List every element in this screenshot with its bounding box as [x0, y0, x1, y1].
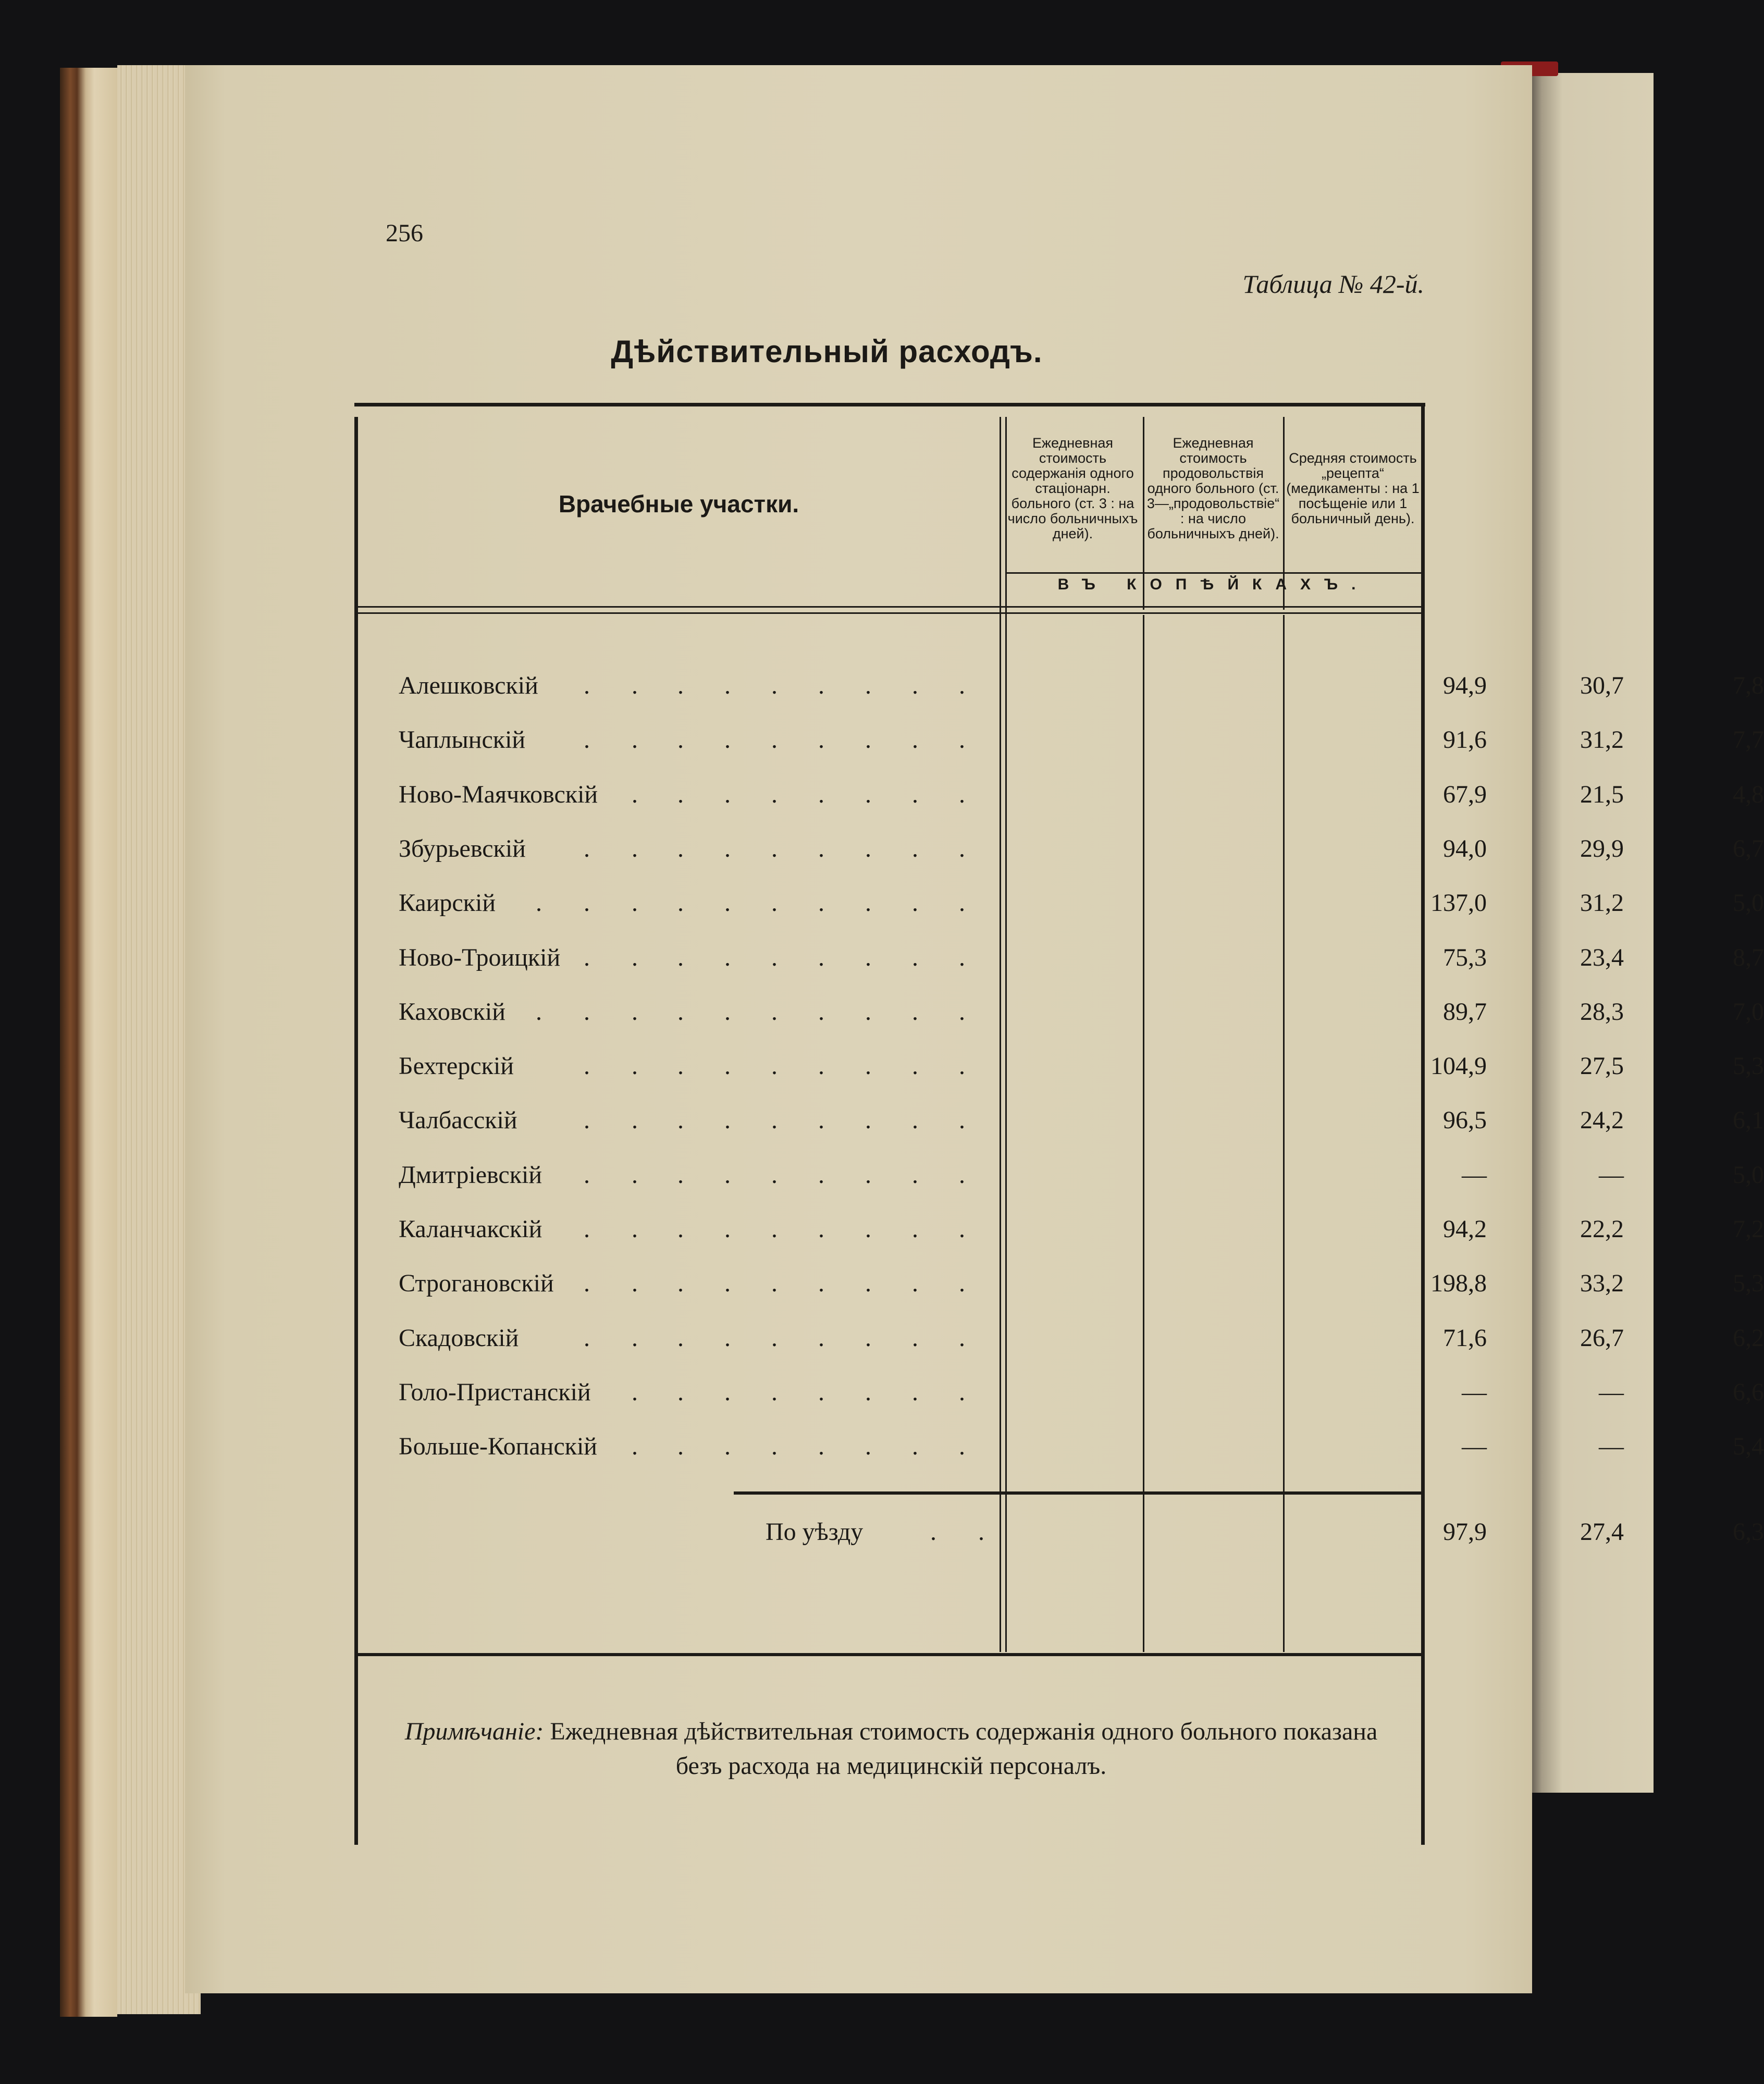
leader-dot: . — [865, 1161, 871, 1189]
leader-dot: . — [959, 834, 965, 862]
district-name: Строгановскій — [399, 1269, 554, 1298]
leader-dot: . — [632, 780, 638, 808]
leader-dot: . — [912, 672, 918, 699]
leader-dot: . — [632, 1378, 638, 1406]
header-bottom-rule — [358, 606, 1421, 614]
leader-dot: . — [632, 1052, 638, 1080]
leader-dot: . — [959, 672, 965, 699]
value-recipe-cost: 8,7 — [1733, 943, 1764, 971]
leader-dot: . — [632, 1324, 638, 1352]
leader-dot: . — [959, 997, 965, 1026]
leader-dot: . — [959, 726, 965, 754]
leader-dot: . — [632, 1215, 638, 1243]
leader-dot: . — [584, 726, 590, 754]
leader-dot: . — [584, 997, 590, 1026]
value-food-cost: 24,2 — [1580, 1106, 1624, 1135]
leader-dot: . — [818, 1378, 824, 1406]
leader-dot: . — [865, 1269, 871, 1298]
value-food-cost: 30,7 — [1580, 672, 1624, 699]
column-header-3: Средняя стоимость „рецепта“ (медикаменты : на 1 посѣщеніе или 1 больничный день). — [1286, 450, 1420, 526]
leader-dot: . — [771, 997, 778, 1026]
value-food-cost: 22,2 — [1580, 1215, 1624, 1243]
leader-dot: . — [912, 1324, 918, 1352]
leader-dot: . — [865, 1052, 871, 1080]
value-recipe-cost: 7,2 — [1733, 1215, 1764, 1243]
district-name: Чалбасскій — [399, 1106, 517, 1135]
leader-dot: . — [771, 1269, 778, 1298]
value-food-cost: — — [1599, 1378, 1624, 1406]
value-daily-cost: 71,6 — [1443, 1324, 1487, 1352]
leader-dot: . — [632, 997, 638, 1026]
leader-dot: . — [818, 672, 824, 699]
district-name: Чаплынскій — [399, 726, 526, 754]
leader-dot: . — [632, 726, 638, 754]
leader-dot: . — [865, 889, 871, 917]
value-recipe-cost: 6,7 — [1733, 834, 1764, 862]
value-recipe-cost: 7,0 — [1733, 997, 1764, 1026]
district-name: Алешковскій — [399, 672, 538, 699]
table-row — [358, 1378, 1764, 1409]
footnote-text: Ежедневная дѣйствительная стоимость содержанія одного больного показана безъ расхода на медицинскій персоналъ. — [550, 1718, 1378, 1780]
leader-dot: . — [959, 1052, 965, 1080]
leader-dot: . — [818, 1106, 824, 1135]
leader-dot: . — [584, 1161, 590, 1189]
leader-dot: . — [584, 1052, 590, 1080]
table-row — [358, 834, 1764, 866]
leader-dot: . — [818, 997, 824, 1026]
leader-dot: . — [865, 834, 871, 862]
value-recipe-cost: 4,8 — [1733, 780, 1764, 808]
table-row — [358, 943, 1764, 975]
value-food-cost: 28,3 — [1580, 997, 1624, 1026]
leader-dot: . — [865, 943, 871, 971]
leader-dot: . — [536, 997, 542, 1026]
leader-dot: . — [959, 1324, 965, 1352]
district-name: Скадовскій — [399, 1324, 519, 1352]
table-row — [358, 671, 1764, 702]
table-row — [358, 1324, 1764, 1355]
value-daily-cost: 94,0 — [1443, 834, 1487, 862]
leader-dot: . — [959, 1215, 965, 1243]
value-food-cost: 26,7 — [1580, 1324, 1624, 1352]
district-name: Каховскій — [399, 997, 505, 1026]
table-row — [358, 889, 1764, 920]
value-food-cost: — — [1599, 1161, 1624, 1189]
leader-dot: . — [724, 780, 731, 808]
total-value-2: 27,4 — [1580, 1518, 1624, 1546]
leader-dot: . — [912, 726, 918, 754]
leader-dot: . — [959, 1378, 965, 1406]
leader-dot: . — [771, 889, 778, 917]
value-recipe-cost: 5,4 — [1733, 1433, 1764, 1461]
value-food-cost: 31,2 — [1580, 726, 1624, 754]
leader-dot: . — [724, 997, 731, 1026]
district-name: Збурьевскій — [399, 834, 526, 862]
leader-dot: . — [724, 1269, 731, 1298]
leader-dot: . — [912, 1433, 918, 1461]
value-daily-cost: 75,3 — [1443, 943, 1487, 971]
total-row — [358, 1518, 1764, 1549]
district-name: Больше-Копанскій — [399, 1433, 597, 1461]
leader-dot: . — [912, 1106, 918, 1135]
leader-dot: . — [724, 672, 731, 699]
leader-dot: . — [724, 1161, 731, 1189]
leader-dot: . — [771, 1324, 778, 1352]
district-name: Дмитріевскій — [399, 1161, 542, 1189]
footnote — [396, 1715, 1386, 1783]
leader-dot: . — [912, 834, 918, 862]
value-food-cost: 31,2 — [1580, 889, 1624, 917]
value-recipe-cost: 6,1 — [1733, 1106, 1764, 1135]
leader-dot: . — [632, 1269, 638, 1298]
table-row — [358, 725, 1764, 757]
district-name: Голо-Пристанскій — [399, 1378, 591, 1406]
leader-dot: . — [959, 1106, 965, 1135]
leader-dot: . — [865, 997, 871, 1026]
value-recipe-cost: 5,0 — [1733, 1161, 1764, 1189]
leader-dot: . — [959, 1433, 965, 1461]
value-daily-cost: — — [1462, 1161, 1487, 1189]
table-bottom-rule — [358, 1653, 1421, 1656]
value-daily-cost: 96,5 — [1443, 1106, 1487, 1135]
leader-dot: . — [930, 1518, 936, 1546]
leader-dot: . — [677, 997, 684, 1026]
leader-dot: . — [959, 889, 965, 917]
leader-dot: . — [677, 726, 684, 754]
value-daily-cost: 89,7 — [1443, 997, 1487, 1026]
leader-dot: . — [771, 726, 778, 754]
leader-dot: . — [865, 1215, 871, 1243]
value-recipe-cost: 5,0 — [1733, 889, 1764, 917]
value-food-cost: 23,4 — [1580, 943, 1624, 971]
column-separator-double — [1000, 417, 1007, 1652]
value-food-cost: 21,5 — [1580, 780, 1624, 808]
table-row — [358, 1106, 1764, 1137]
leader-dot: . — [865, 1378, 871, 1406]
leader-dot: . — [865, 672, 871, 699]
leader-dot: . — [724, 1324, 731, 1352]
value-daily-cost: 104,9 — [1430, 1052, 1487, 1080]
district-name: Бехтерскій — [399, 1052, 514, 1080]
leader-dot: . — [771, 1433, 778, 1461]
value-recipe-cost: 5,3 — [1733, 1269, 1764, 1298]
table-row — [358, 997, 1764, 1029]
leader-dot: . — [771, 1378, 778, 1406]
leader-dot: . — [912, 1215, 918, 1243]
leader-dot: . — [912, 1052, 918, 1080]
leader-dot: . — [677, 1324, 684, 1352]
leader-dot: . — [771, 780, 778, 808]
leader-dot: . — [584, 1215, 590, 1243]
district-name: Ново-Троицкій — [399, 943, 561, 971]
leader-dot: . — [818, 1161, 824, 1189]
leader-dot: . — [912, 1378, 918, 1406]
leader-dot: . — [912, 780, 918, 808]
leader-dot: . — [724, 1433, 731, 1461]
leader-dot: . — [771, 834, 778, 862]
leader-dot: . — [677, 780, 684, 808]
leader-dot: . — [865, 1433, 871, 1461]
district-name: Ново-Маячковскій — [399, 780, 598, 808]
table-row — [358, 1432, 1764, 1463]
leader-dot: . — [724, 1106, 731, 1135]
table-row — [358, 1161, 1764, 1192]
leader-dot: . — [584, 889, 590, 917]
leader-dot: . — [771, 1215, 778, 1243]
value-recipe-cost: 7,7 — [1733, 726, 1764, 754]
column-header-2: Ежедневная стоимость продовольствія одного больного (ст. 3—„продовольствіе“ : на число больничныхъ дней). — [1146, 435, 1280, 541]
leader-dot: . — [632, 1433, 638, 1461]
value-daily-cost: 94,9 — [1443, 672, 1487, 699]
units-label: ВЪ КОПѢЙКАХЪ. — [1057, 576, 1370, 593]
leader-dot: . — [584, 943, 590, 971]
table-row — [358, 1052, 1764, 1083]
leader-dot: . — [865, 1324, 871, 1352]
value-daily-cost: 67,9 — [1443, 780, 1487, 808]
leader-dot: . — [771, 672, 778, 699]
leader-dot: . — [818, 1433, 824, 1461]
value-daily-cost: 198,8 — [1430, 1269, 1487, 1298]
leader-dot: . — [818, 1324, 824, 1352]
leader-dot: . — [912, 997, 918, 1026]
value-daily-cost: 137,0 — [1430, 889, 1487, 917]
leader-dot: . — [584, 1106, 590, 1135]
leader-dot: . — [771, 1052, 778, 1080]
leader-dot: . — [677, 834, 684, 862]
row-header-label: Врачебные участки. — [558, 490, 799, 517]
value-recipe-cost: 7,8 — [1733, 672, 1764, 699]
leader-dot: . — [724, 1378, 731, 1406]
table-row — [358, 1269, 1764, 1300]
value-recipe-cost: 6,2 — [1733, 1324, 1764, 1352]
leader-dot: . — [912, 889, 918, 917]
value-recipe-cost: 6,6 — [1733, 1378, 1764, 1406]
leader-dot: . — [632, 889, 638, 917]
value-food-cost: — — [1599, 1433, 1624, 1461]
leader-dot: . — [724, 1052, 731, 1080]
value-food-cost: 29,9 — [1580, 834, 1624, 862]
district-name: Каирскій — [399, 889, 496, 917]
leader-dot: . — [677, 1052, 684, 1080]
leader-dot: . — [959, 1269, 965, 1298]
value-daily-cost: 94,2 — [1443, 1215, 1487, 1243]
value-food-cost: 33,2 — [1580, 1269, 1624, 1298]
leader-dot: . — [584, 834, 590, 862]
leader-dot: . — [912, 1161, 918, 1189]
leader-dot: . — [818, 1269, 824, 1298]
leader-dot: . — [724, 834, 731, 862]
leader-dot: . — [677, 889, 684, 917]
table-title: Дѣйствительный расходъ. — [611, 334, 1043, 369]
footnote-lead: Примѣчаніе: — [404, 1718, 544, 1745]
table-top-rule — [354, 403, 1425, 406]
leader-dot: . — [677, 1215, 684, 1243]
leader-dot: . — [818, 780, 824, 808]
leader-dot: . — [677, 943, 684, 971]
leader-dot: . — [959, 1161, 965, 1189]
leader-dot: . — [818, 889, 824, 917]
leader-dot: . — [632, 1161, 638, 1189]
leader-dot: . — [959, 943, 965, 971]
leader-dot: . — [724, 1215, 731, 1243]
total-label: По уѣзду — [766, 1518, 864, 1546]
value-daily-cost: — — [1462, 1433, 1487, 1461]
leader-dot: . — [677, 1378, 684, 1406]
table-left-border — [354, 417, 358, 1845]
leader-dot: . — [536, 889, 542, 917]
value-daily-cost: 91,6 — [1443, 726, 1487, 754]
table-row — [358, 1215, 1764, 1246]
leader-dot: . — [959, 780, 965, 808]
leader-dot: . — [865, 1106, 871, 1135]
leader-dot: . — [724, 726, 731, 754]
page-number: 256 — [386, 219, 423, 247]
total-value-3: 6,3 — [1733, 1518, 1764, 1546]
leader-dot: . — [724, 943, 731, 971]
leader-dot: . — [677, 1106, 684, 1135]
leader-dot: . — [818, 726, 824, 754]
leader-dot: . — [677, 672, 684, 699]
leader-dot: . — [632, 943, 638, 971]
leader-dot: . — [584, 1269, 590, 1298]
leader-dot: . — [724, 889, 731, 917]
leader-dot: . — [632, 672, 638, 699]
value-recipe-cost: 5,3 — [1733, 1052, 1764, 1080]
value-daily-cost: — — [1462, 1378, 1487, 1406]
leader-dot: . — [818, 1052, 824, 1080]
leader-dot: . — [632, 1106, 638, 1135]
total-rule — [734, 1491, 1421, 1495]
value-food-cost: 27,5 — [1580, 1052, 1624, 1080]
leader-dot: . — [771, 1106, 778, 1135]
leader-dot: . — [912, 943, 918, 971]
leader-dot: . — [632, 834, 638, 862]
units-rule — [1006, 572, 1421, 574]
table-number: Таблица № 42-й. — [1242, 269, 1424, 299]
leader-dot: . — [771, 943, 778, 971]
leader-dot: . — [677, 1433, 684, 1461]
leader-dot: . — [677, 1161, 684, 1189]
district-name: Каланчакскій — [399, 1215, 542, 1243]
column-header-1: Ежедневная стоимость содержанія одного стаціонарн. больного (ст. 3 : на число больничныхъ дней). — [1007, 435, 1138, 541]
total-value-1: 97,9 — [1443, 1518, 1487, 1546]
leader-dot: . — [818, 1215, 824, 1243]
table-row — [358, 780, 1764, 811]
leader-dot: . — [978, 1518, 984, 1546]
leader-dot: . — [865, 726, 871, 754]
leader-dot: . — [865, 780, 871, 808]
leader-dot: . — [677, 1269, 684, 1298]
leader-dot: . — [584, 672, 590, 699]
leader-dot: . — [818, 943, 824, 971]
leader-dot: . — [584, 1324, 590, 1352]
leader-dot: . — [818, 834, 824, 862]
leader-dot: . — [771, 1161, 778, 1189]
leader-dot: . — [912, 1269, 918, 1298]
